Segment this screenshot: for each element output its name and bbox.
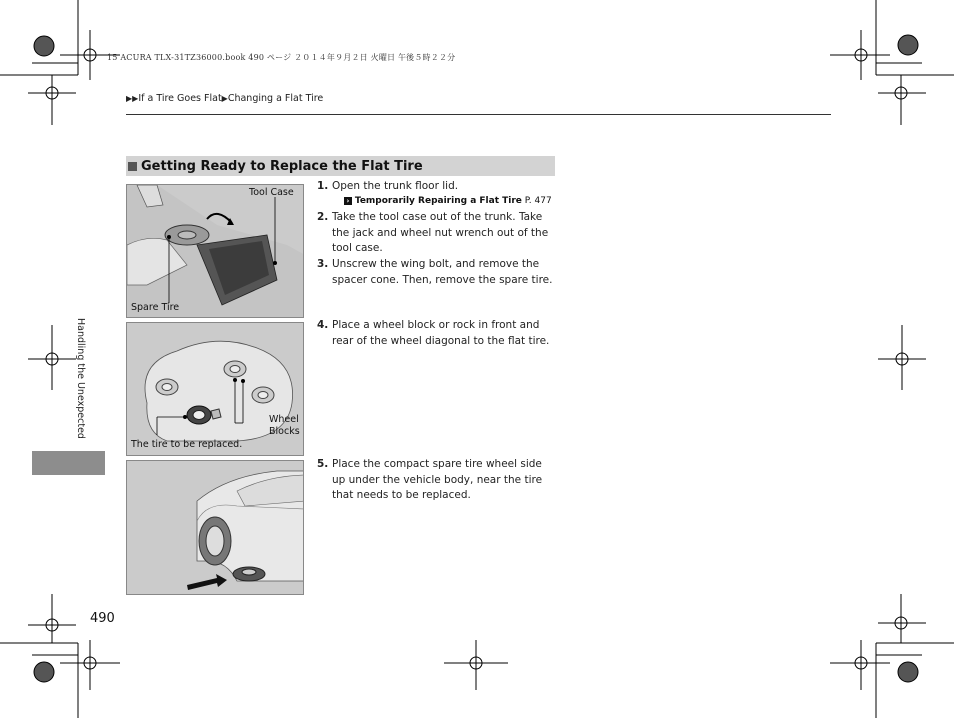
vehicle-illustration (127, 461, 304, 595)
figure-trunk (126, 184, 304, 318)
cross-reference-link[interactable] (344, 196, 552, 206)
label-tire-to-replace: The tire to be replaced. (131, 439, 243, 450)
label-tool-case: Tool Case (249, 187, 294, 198)
step-number: 5. (317, 458, 329, 470)
arrow-box-icon: › (344, 197, 352, 205)
step-5 (317, 457, 557, 504)
side-tab-marker (32, 451, 105, 475)
section-square-icon (128, 162, 137, 171)
step-number: 1. (317, 180, 329, 192)
figure-spare-under-vehicle (126, 460, 304, 595)
xref-page: P. 477 (524, 196, 552, 206)
side-tab-label: Handling the Unexpected (75, 318, 86, 439)
step-text: Open the trunk floor lid. (332, 180, 459, 192)
step-text: Place a wheel block or rock in front and rear of the wheel diagonal to the flat tire. (332, 319, 550, 347)
xref-title: Temporarily Repairing a Flat Tire (354, 196, 522, 206)
trunk-illustration (127, 185, 304, 318)
breadcrumb-arrow-icon: ▶▶ (126, 94, 139, 103)
step-number: 3. (317, 258, 329, 270)
breadcrumb-item-flat[interactable]: If a Tire Goes Flat (138, 93, 222, 104)
step-1 (317, 179, 557, 195)
step-text: Place the compact spare tire wheel side up under the vehicle body, near the tire that needs to be replaced. (332, 458, 543, 502)
step-number: 4. (317, 319, 329, 331)
step-2 (317, 210, 557, 257)
breadcrumb (126, 93, 323, 104)
section-title: Getting Ready to Replace the Flat Tire (141, 158, 423, 174)
step-3 (317, 257, 557, 288)
step-text: Take the tool case out of the trunk. Take the jack and wheel nut wrench out of the tool case. (332, 211, 549, 255)
breadcrumb-item-changing[interactable]: Changing a Flat Tire (227, 93, 324, 104)
breadcrumb-arrow-icon: ▶ (221, 94, 228, 103)
section-header (126, 156, 555, 176)
print-header: 15 ACURA TLX-31TZ36000.book 490 ページ ２０１４年９月２日 火曜日 午後５時２２分 (107, 53, 456, 62)
figure-wheel-blocks (126, 322, 304, 456)
step-text: Unscrew the wing bolt, and remove the spacer cone. Then, remove the spare tire. (332, 258, 553, 286)
label-blocks: Blocks (269, 426, 300, 437)
page-number: 490 (90, 611, 115, 626)
label-wheel: Wheel (269, 414, 299, 425)
step-4 (317, 318, 557, 349)
header-divider (126, 114, 831, 115)
label-spare-tire: Spare Tire (131, 302, 180, 313)
step-number: 2. (317, 211, 329, 223)
